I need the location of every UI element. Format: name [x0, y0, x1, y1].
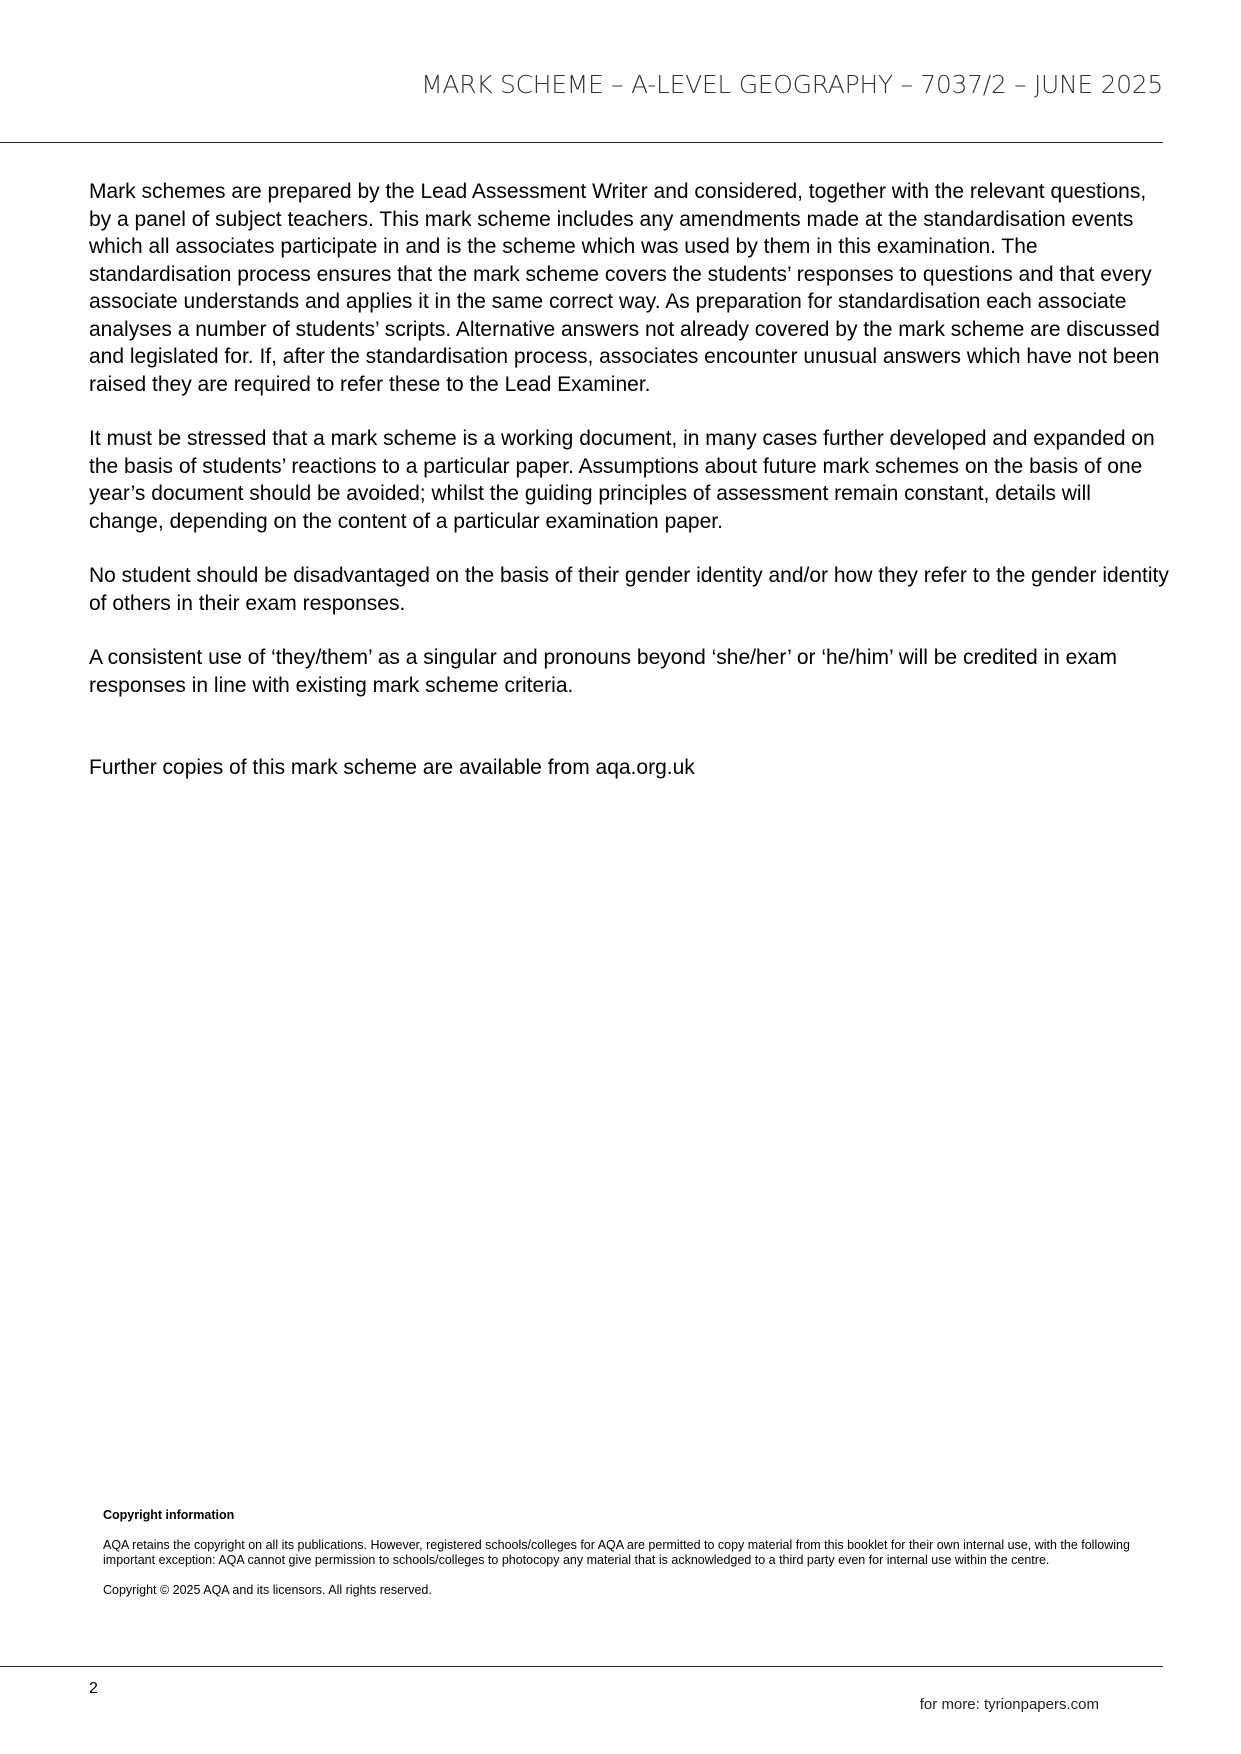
footer-watermark: for more: tyrionpapers.com: [919, 1696, 1099, 1713]
copyright-notice: Copyright © 2025 AQA and its licensors. All rights reserved.: [103, 1582, 432, 1597]
copyright-section: [103, 1508, 1143, 1612]
copyright-title: Copyright information: [103, 1508, 235, 1522]
further-copies-note: Further copies of this mark scheme are available from aqa.org.uk: [89, 756, 695, 779]
paragraph-pronouns: A consistent use of ‘they/them’ as a singular and pronouns beyond ‘she/her’ or ‘he/him’ will be credited in exam responses in line with existing mark scheme criteria.: [89, 646, 1118, 697]
page-header-title: MARK SCHEME – A-LEVEL GEOGRAPHY – 7037/2 – JUNE 2025: [421, 70, 1163, 99]
header-divider: [0, 142, 1163, 143]
paragraph-gender-identity: No student should be disadvantaged on the basis of their gender identity and/or how they refer to the gender identity of others in their exam responses.: [89, 564, 1169, 615]
mark-scheme-body: [89, 178, 1169, 809]
paragraph-working-document: It must be stressed that a mark scheme is a working document, in many cases further developed and expanded on the basis of students’ reactions to a particular paper. Assumptions about future mark schemes on the basis of one year’s document should be avoided; whilst the guiding principles of assessment remain constant, details will change, depending on the content of a particular examination paper.: [89, 427, 1155, 533]
page-number: 2: [89, 1680, 98, 1697]
footer-divider: [0, 1666, 1163, 1667]
paragraph-preparation: Mark schemes are prepared by the Lead Assessment Writer and considered, together with the relevant questions, by a panel of subject teachers. This mark scheme includes any amendments made at the standardisation events which all associates participate in and is the scheme which was used by them in this examination. The standardisation process ensures that the mark scheme covers the students’ responses to questions and that every associate understands and applies it in the same correct way. As preparation for standardisation each associate analyses a number of students’ scripts. Alternative answers not already covered by the mark scheme are discussed and legislated for. If, after the standardisation process, associates encounter unusual answers which have not been raised they are required to refer these to the Lead Examiner.: [89, 180, 1160, 396]
copyright-text: AQA retains the copyright on all its publications. However, registered schools/colleges for AQA are permitted to copy material from this booklet for their own internal use, with the following important exception: AQA cannot give permission to schools/colleges to photocopy any material that is acknowledged to a third party even for internal use within the centre.: [103, 1537, 1130, 1567]
